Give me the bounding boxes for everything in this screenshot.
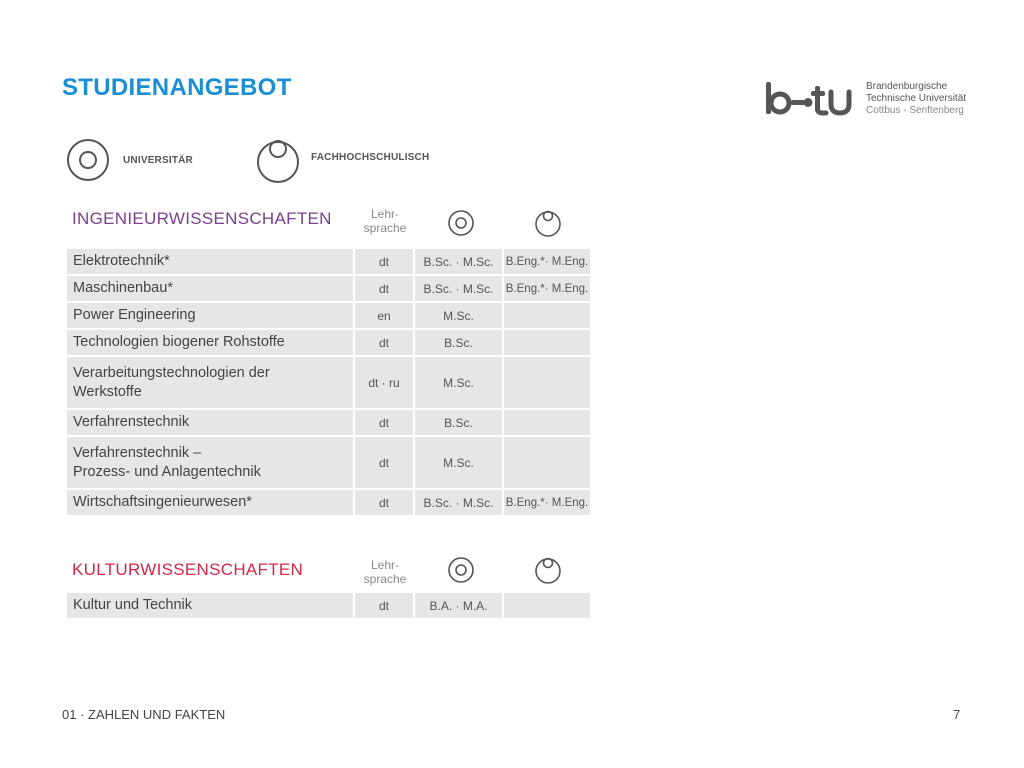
course-degree-fh <box>504 330 590 355</box>
course-degree-uni: B.A. · M.A. <box>415 593 502 618</box>
course-degree-fh <box>504 303 590 328</box>
course-language: en <box>355 303 413 328</box>
course-degree-uni: B.Sc. · M.Sc. <box>415 249 502 274</box>
table-row <box>67 593 590 618</box>
concentric-circle-icon <box>66 138 112 184</box>
table-row <box>67 303 590 328</box>
course-language: dt <box>355 249 413 274</box>
concentric-circle-icon <box>447 554 477 586</box>
course-language: dt <box>355 437 413 488</box>
course-language: dt <box>355 490 413 515</box>
course-name: Power Engineering <box>67 303 353 328</box>
concentric-circle-icon <box>447 207 477 239</box>
course-degree-fh <box>504 437 590 488</box>
course-degree-uni: M.Sc. <box>415 437 502 488</box>
table-row <box>67 490 590 515</box>
section-ingenieurwissenschaften <box>67 203 590 517</box>
section-title: KULTURWISSENSCHAFTEN <box>72 560 304 579</box>
course-name: Verfahrenstechnik <box>67 410 353 435</box>
page-number: 7 <box>953 707 961 722</box>
course-name: Technologien biogener Rohstoffe <box>67 330 353 355</box>
footer-section-label: 01 · ZAHLEN UND FAKTEN <box>62 707 226 722</box>
course-language: dt <box>355 276 413 301</box>
offset-circle-icon <box>534 207 564 239</box>
course-language: dt <box>355 410 413 435</box>
logo-line-1: Brandenburgische <box>866 81 948 92</box>
table-row <box>67 249 590 274</box>
course-degree-uni: M.Sc. <box>415 357 502 408</box>
lehrsprache-header: Lehr- sprache <box>363 558 407 586</box>
section-header <box>67 203 590 249</box>
section-title: INGENIEURWISSENSCHAFTEN <box>72 209 332 228</box>
course-degree-fh: B.Eng.*· M.Eng. <box>504 276 590 301</box>
btu-logo <box>764 80 984 120</box>
course-degree-uni: B.Sc. · M.Sc. <box>415 490 502 515</box>
legend-universitaer: UNIVERSITÄR <box>123 155 193 166</box>
offset-circle-icon <box>534 554 564 586</box>
course-name: Elektrotechnik* <box>67 249 353 274</box>
course-degree-uni: B.Sc. <box>415 330 502 355</box>
course-name: Verfahrenstechnik – Prozess- und Anlagentechnik <box>67 437 353 488</box>
course-degree-uni: M.Sc. <box>415 303 502 328</box>
course-degree-fh: B.Eng.*· M.Eng. <box>504 490 590 515</box>
btu-logo-mark <box>764 80 860 120</box>
course-name: Maschinenbau* <box>67 276 353 301</box>
course-degree-fh <box>504 357 590 408</box>
course-table <box>67 249 590 515</box>
table-row <box>67 357 590 408</box>
table-row <box>67 437 590 488</box>
course-name: Kultur und Technik <box>67 593 353 618</box>
section-header <box>67 552 590 593</box>
logo-line-3: Cottbus - Senftenberg <box>866 105 964 116</box>
section-kulturwissenschaften <box>67 552 590 620</box>
course-degree-fh <box>504 410 590 435</box>
table-row <box>67 410 590 435</box>
offset-circle-icon <box>256 137 302 185</box>
btu-logo-text <box>866 81 966 117</box>
course-table <box>67 593 590 618</box>
table-row <box>67 330 590 355</box>
course-name: Wirtschaftsingenieurwesen* <box>67 490 353 515</box>
lehrsprache-header: Lehr- sprache <box>363 207 407 235</box>
course-language: dt <box>355 593 413 618</box>
table-row <box>67 276 590 301</box>
course-degree-fh <box>504 593 590 618</box>
course-degree-uni: B.Sc. · M.Sc. <box>415 276 502 301</box>
course-language: dt · ru <box>355 357 413 408</box>
course-language: dt <box>355 330 413 355</box>
legend-fachhochschulisch: FACHHOCHSCHULISCH <box>311 152 430 163</box>
course-degree-uni: B.Sc. <box>415 410 502 435</box>
course-degree-fh: B.Eng.*· M.Eng. <box>504 249 590 274</box>
course-name: Verarbeitungstechnologien der Werkstoffe <box>67 357 353 408</box>
logo-line-2: Technische Universität <box>866 93 967 104</box>
page-title: STUDIENANGEBOT <box>62 74 292 101</box>
